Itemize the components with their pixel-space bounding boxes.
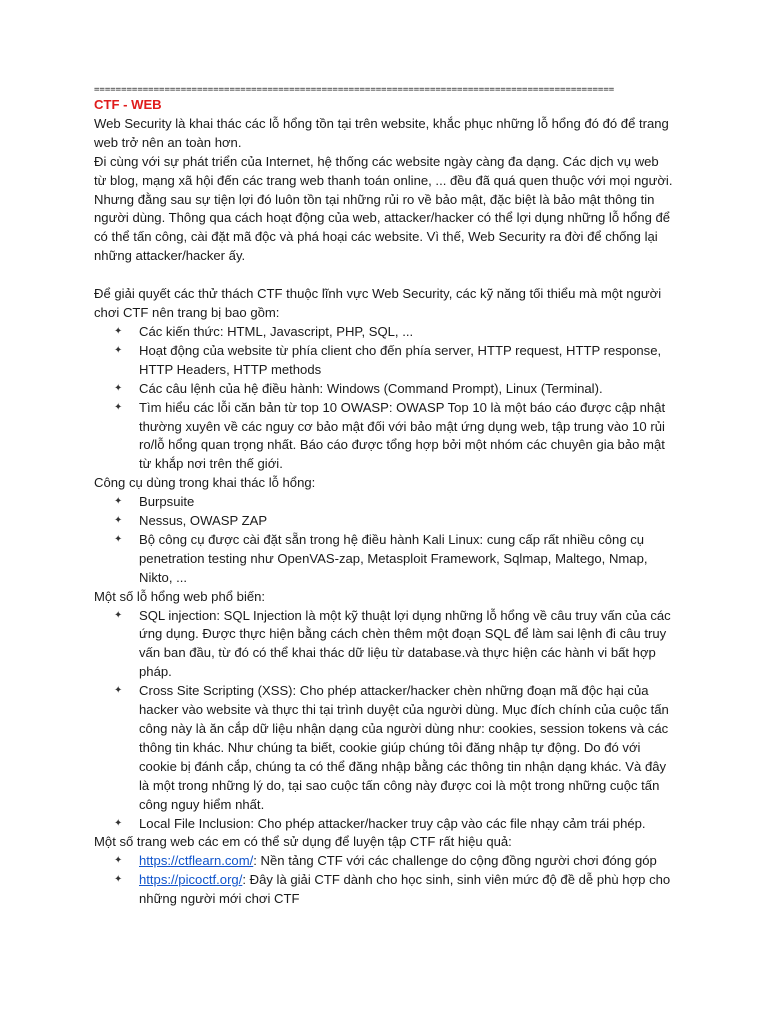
tools-intro: Công cụ dùng trong khai thác lỗ hổng:	[94, 475, 316, 491]
list-item: ✦ Local File Inclusion: Cho phép attacker/hacker truy cập vào các file nhạy cảm trái phép.	[94, 815, 674, 834]
bullet-icon: ✦	[114, 344, 123, 356]
bullet-icon: ✦	[114, 817, 123, 829]
list-item: ✦ Nessus, OWASP ZAP	[94, 512, 674, 531]
ctflearn-link[interactable]: https://ctflearn.com/	[139, 853, 254, 869]
list-item: ✦ Các câu lệnh của hệ điều hành: Windows (Command Prompt), Linux (Terminal).	[94, 380, 674, 399]
list-item: ✦ Các kiến thức: HTML, Javascript, PHP, SQL, ...	[94, 323, 674, 342]
skills-list	[94, 323, 674, 474]
bullet-icon: ✦	[114, 382, 123, 394]
vulns-list	[94, 607, 674, 834]
section-title: CTF - WEB	[94, 97, 162, 112]
picoctf-link[interactable]: https://picoctf.org/	[139, 872, 243, 888]
bullet-icon: ✦	[114, 325, 123, 337]
sites-intro: Một số trang web các em có thể sử dụng để luyện tập CTF rất hiệu quả:	[94, 834, 512, 850]
skills-intro: Để giải quyết các thử thách CTF thuộc lĩnh vực Web Security, các kỹ năng tối thiểu mà một người chơi CTF nên trang bị bao gồm:	[94, 286, 662, 321]
list-item: ✦ Hoạt động của website từ phía client cho đến phía server, HTTP request, HTTP response, HTTP Headers, HTTP methods	[114, 342, 662, 377]
list-item: ✦ Cross Site Scripting (XSS): Cho phép attacker/hacker chèn những đoạn mã độc hại của hacker vào website và thực thi tại trình duyệt của người dùng. Mục đích chính của cuộc tấn công này là ăn cắp dữ liệu nhận dạng của người dùng như: cookies, session tokens và các thông tin khác. Như chúng ta biết, cookie giúp chúng tôi đăng nhập tự động. Do đó với cookie bị đánh cắp, chúng ta có thể đăng nhập bằng các thông tin nhận dạng khác. Và đây là một trong những lý do, tại sao cuộc tấn công này được coi là một trong những cuộc tấn công nguy hiểm nhất.	[114, 683, 669, 812]
list-item: ✦ Bộ công cụ được cài đặt sẵn trong hệ điều hành Kali Linux: cung cấp rất nhiều công cụ penetration testing như OpenVAS-zap, Metasploit Framework, Sqlmap, Maltego, Nmap, Nikto, ...	[114, 531, 648, 585]
intro-paragraph-1: Web Security là khai thác các lỗ hổng tồn tại trên website, khắc phục những lỗ hổng đó đó để trang web trở nên an toàn hơn.	[94, 115, 669, 150]
bullet-icon: ✦	[114, 855, 123, 867]
vulns-intro: Một số lỗ hổng web phổ biến:	[94, 588, 266, 604]
list-item: ✦ https://ctflearn.com/: Nền tảng CTF với các challenge do cộng đồng người chơi đóng góp	[94, 852, 674, 871]
paragraph-spacer	[94, 266, 674, 285]
bullet-icon: ✦	[114, 533, 123, 545]
bullet-icon: ✦	[114, 401, 123, 413]
list-item: ✦ Burpsuite	[94, 493, 674, 512]
list-item: ✦ Tìm hiểu các lỗi căn bản từ top 10 OWASP: OWASP Top 10 là một báo cáo được cập nhật thường xuyên về các nguy cơ bảo mật đối với bảo mật ứng dụng web, tập trung vào 10 rủi ro/lỗ hổng quan trọng nhất. Báo cáo được tổng hợp bởi một nhóm các chuyên gia bảo mật từ khắp nơi trên thế giới.	[114, 399, 666, 472]
bullet-icon: ✦	[114, 609, 123, 621]
bullet-icon: ✦	[114, 496, 123, 508]
intro-paragraph-2: Đi cùng với sự phát triển của Internet, hệ thống các website ngày càng đa dạng. Các dịch vụ web từ blog, mạng xã hội đến các trang web thanh toán online, ... đều đã quá quen thuộc với mọi người. Nhưng đằng sau sự tiện lợi đó luôn tồn tại những rủi ro về bảo mật, đặc biệt là bảo mật thông tin người dùng. Thông qua cách hoạt động của web, attacker/hacker có thể lợi dụng những lỗ hổng để có thể tấn công, cài đặt mã độc và phá hoại các website. Vì thế, Web Security ra đời để chống lại những attacker/hacker ấy.	[94, 153, 673, 264]
list-item: ✦ SQL injection: SQL Injection là một kỹ thuật lợi dụng những lỗ hổng về câu truy vấn của các ứng dụng. Được thực hiện bằng cách chèn thêm một đoạn SQL để làm sai lệnh đi câu truy vấn ban đầu, từ đó có thể khai thác dữ liệu từ database.và thực hiện các hành vi bất hợp pháp.	[114, 607, 671, 680]
tools-list	[94, 493, 674, 588]
bullet-icon: ✦	[114, 685, 123, 697]
list-item: ✦ https://picoctf.org/: Đây là giải CTF dành cho học sinh, sinh viên mức độ đề dễ phù hợp cho những người mới chơi CTF	[114, 872, 671, 907]
document-page	[94, 86, 674, 909]
bullet-icon: ✦	[114, 874, 123, 886]
separator-rule: ================================================================================================	[94, 86, 615, 95]
bullet-icon: ✦	[114, 515, 123, 527]
sites-list	[94, 852, 674, 909]
